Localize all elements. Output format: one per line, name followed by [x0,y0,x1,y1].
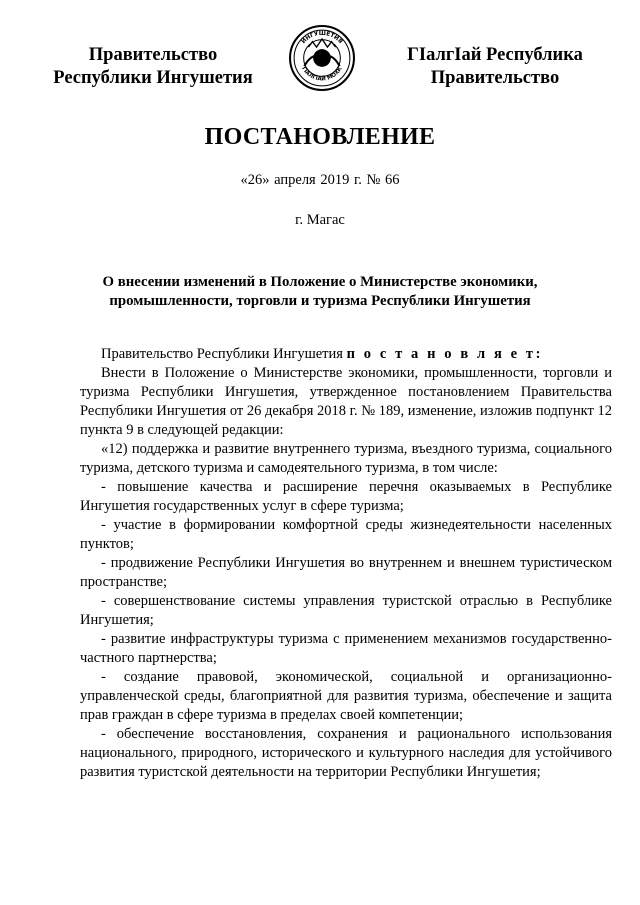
emblem-caption: ГIАЛГIАЙ МОХК [300,66,344,83]
intro-verb: п о с т а н о в л я е т: [346,346,544,362]
document-city: г. Магас [295,212,345,228]
body-paragraph-9: - обеспечение восстановления, сохранения и рационального использования национального, природного, исторического и культурного наследия для устойчивого развития туристской деятельности на территории Республики Ингушетия; [80,726,612,780]
body-paragraph-6: - совершенствование системы управления туристской отраслью в Республике Ингушетия; [80,593,612,628]
body-paragraph-1: Внести в Положение о Министерстве экономики, промышленности, торговли и туризма Республики Ингушетия, утвержденное постановлением Правительства Республики Ингушетия от 26 декабря 2018 г. № 189, изменение, изложив подпункт 12 пункта 9 в следующей редакции: [80,365,612,438]
body-paragraph-5: - продвижение Республики Ингушетия во внутреннем и внешнем туристическом пространстве; [80,555,612,590]
body-paragraph-7: - развитие инфраструктуры туризма с применением механизмов государственно-частного партнерства; [80,631,612,666]
subject-line2: промышленности, торговли и туризма Республики Ингушетия [109,292,531,309]
body-intro [80,345,612,364]
header-left-line2: Республики Ингушетия [53,68,253,88]
header-left [48,44,258,90]
document-type-title: ПОСТАНОВЛЕНИЕ [204,124,436,150]
body-paragraph-4: - участие в формировании комфортной среды жизнедеятельности населенных пунктов; [80,517,612,552]
body-paragraph-2: «12) поддержка и развитие внутреннего туризма, въездного туризма, социального туризма, детского туризма и самодеятельного туризма, в том числе: [80,441,612,476]
subject-line1: О внесении изменений в Положение о Министерстве экономики, [102,274,538,290]
document-subject [70,273,570,310]
body-paragraph-3: - повышение качества и расширение перечня оказываемых в Республике Ингушетия государственных услуг в сфере туризма; [80,479,612,514]
emblem-top-text: ИНГУШЕТИЯ [300,30,344,46]
header-right-line2: Правительство [430,68,560,88]
header-left-line1: Правительство [88,45,218,65]
intro-text: Правительство Республики Ингушетия [101,346,347,362]
document-date-number: «26» апреля 2019 г. № 66 [240,172,400,188]
header-right-line1: ГIалгIай Республика [407,45,583,65]
body-paragraph-8: - создание правовой, экономической, социальной и организационно-управленческой среды, благоприятной для развития туризма, обеспечение и защита прав граждан в сфере туризма в пределах своей компетенции; [80,669,612,723]
header-right [390,44,600,90]
document-body [80,345,612,782]
coat-of-arms-emblem-icon [288,24,356,92]
